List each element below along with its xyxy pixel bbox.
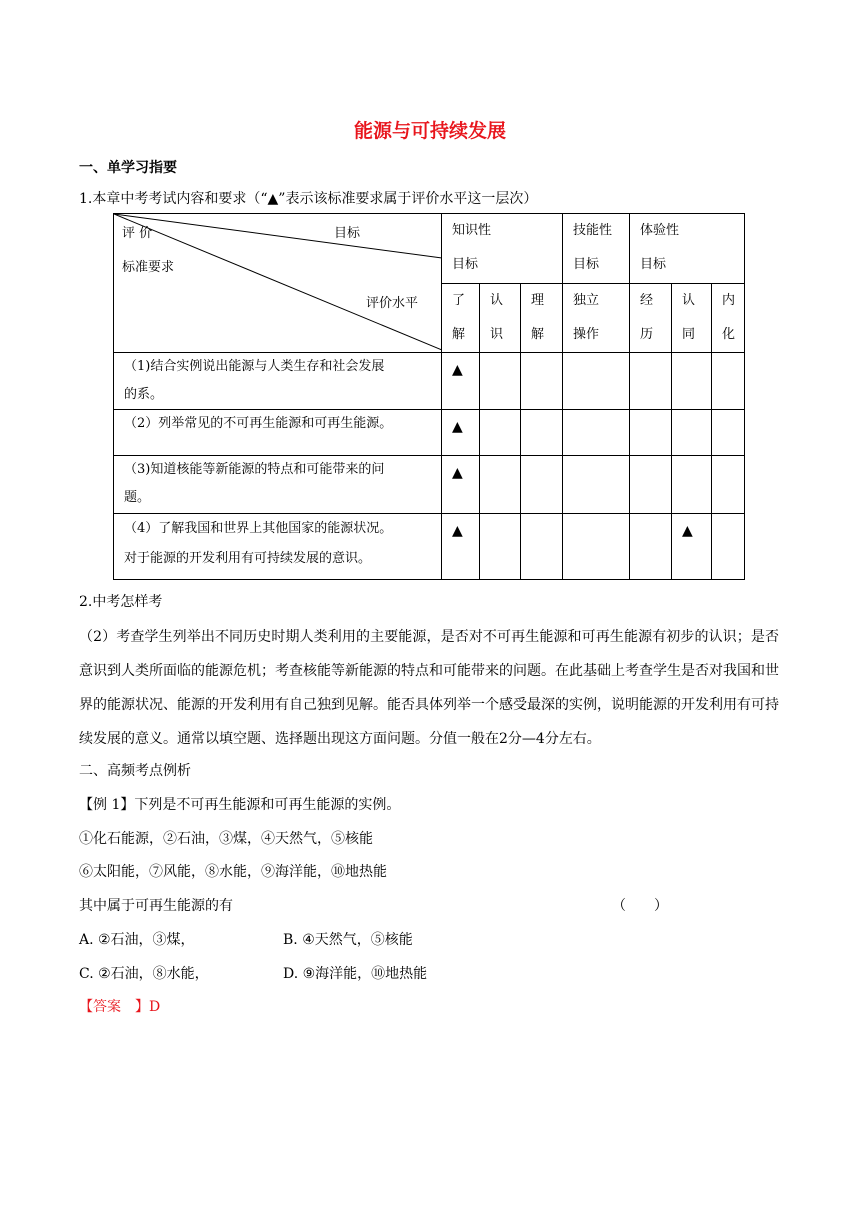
subcol-header (521, 284, 563, 353)
diagonal-header-cell (114, 214, 442, 353)
requirement-text (114, 410, 442, 456)
mark-cell (630, 410, 672, 456)
requirements-intro: 1.本章中考考试内容和要求（“▲”表示该标准要求属于评价水平这一层次） (79, 191, 538, 207)
subcol-header (672, 284, 712, 353)
subcol-header (563, 284, 630, 353)
group-header-experience (630, 214, 745, 284)
subcol-line: 认 (682, 293, 696, 308)
group-line: 体验性 (640, 223, 680, 238)
subcol-line: 操作 (573, 327, 600, 342)
subcol-line: 解 (452, 327, 466, 342)
option-d: D. ⑨海洋能，⑩地热能 (283, 966, 428, 982)
requirement-line: 题。 (124, 490, 151, 505)
mark-cell (712, 514, 745, 580)
diag-label-standard: 标准要求 (122, 260, 175, 275)
option-a: A. ②石油，③煤， (79, 932, 195, 948)
option-c: C. ②石油，⑧水能， (79, 966, 209, 982)
answer-value: 】D (135, 999, 161, 1015)
answer-line (79, 996, 121, 1016)
mark-cell: ▲ (442, 353, 480, 410)
subcol-line: 解 (531, 327, 545, 342)
requirement-text (114, 353, 442, 410)
group-line: 技能性 (573, 223, 613, 238)
mark-cell (480, 353, 521, 410)
group-line: 目标 (640, 257, 667, 272)
group-line: 知识性 (452, 223, 492, 238)
mark-cell (521, 514, 563, 580)
requirement-line: （1)结合实例说出能源与人类生存和社会发展 (124, 359, 385, 374)
mark-cell: ▲ (442, 514, 480, 580)
subcol-header (712, 284, 745, 353)
mark-cell (630, 456, 672, 514)
mark-cell (480, 410, 521, 456)
mark-cell: ▲ (672, 514, 712, 580)
mark-cell (672, 410, 712, 456)
group-header-skill (563, 214, 630, 284)
subcol-header (630, 284, 672, 353)
subcol-line: 同 (682, 327, 696, 342)
mark-cell (712, 353, 745, 410)
example-heading: 【例 1】下列是不可再生能源和可再生能源的实例。 (79, 797, 401, 813)
diag-label-level: 评价水平 (366, 296, 419, 311)
diag-label-evaluation: 评 价 (122, 226, 153, 241)
requirements-table (113, 213, 745, 580)
section-heading-2: 2.中考怎样考 (79, 594, 163, 610)
mark-cell (563, 410, 630, 456)
requirement-line: 对于能源的开发利用有可持续发展的意识。 (124, 551, 372, 566)
subcol-line: 历 (640, 327, 654, 342)
table-row (114, 353, 745, 410)
requirement-line: （3)知道核能等新能源的特点和可能带来的问 (124, 462, 385, 477)
mark-cell (563, 456, 630, 514)
group-line: 目标 (573, 257, 600, 272)
mark-cell (521, 456, 563, 514)
answer-blank: （ ） (612, 898, 668, 914)
subcol-header (442, 284, 480, 353)
question-text: 其中属于可再生能源的有 (79, 898, 233, 914)
subcol-line: 化 (722, 327, 736, 342)
energy-list-1: ①化石能源，②石油，③煤，④天然气，⑤核能 (79, 831, 373, 847)
mark-cell (563, 353, 630, 410)
mark-cell (672, 456, 712, 514)
mark-cell (712, 410, 745, 456)
subcol-line: 认 (490, 293, 504, 308)
subcol-header (480, 284, 521, 353)
mark-cell (480, 514, 521, 580)
answer-label: 【答案 (79, 999, 121, 1015)
group-line: 目标 (452, 257, 479, 272)
table-row (114, 410, 745, 456)
section-heading-1: 一、单学习指要 (79, 160, 177, 176)
subcol-line: 独立 (573, 293, 600, 308)
exam-description: （2）考查学生列举出不同历史时期人类利用的主要能源，是否对不可再生能源和可再生能源有初步的认识；是否意识到人类所面临的能源危机；考查核能等新能源的特点和可能带来的问题。在此基础上考查学生是否对我国和世界的能源状况、能源的开发利用有自己独到见解。能否具体列举一个感受最深的实例，说明能源的开发利用有可持续发展的意义。通常以填空题、选择题出现这方面问题。分值一般在2分—4分左右。 (79, 629, 779, 747)
subcol-line: 理 (531, 293, 545, 308)
mark-cell: ▲ (442, 456, 480, 514)
document-title: 能源与可持续发展 (353, 120, 506, 142)
mark-cell (630, 353, 672, 410)
table-row (114, 456, 745, 514)
mark-cell (630, 514, 672, 580)
energy-list-2: ⑥太阳能，⑦风能，⑧水能，⑨海洋能，⑩地热能 (79, 864, 387, 880)
requirement-line: （2）列举常见的不可再生能源和可再生能源。 (124, 416, 393, 431)
requirement-text (114, 456, 442, 514)
mark-cell (672, 353, 712, 410)
section-heading-3: 二、高频考点例析 (79, 763, 191, 779)
diag-label-target: 目标 (334, 226, 361, 241)
requirement-line: 的系。 (124, 387, 164, 402)
mark-cell (563, 514, 630, 580)
subcol-line: 了 (452, 293, 466, 308)
subcol-line: 内 (722, 293, 736, 308)
mark-cell (712, 456, 745, 514)
option-b: B. ④天然气，⑤核能 (283, 932, 413, 948)
table-row (114, 514, 745, 580)
subcol-line: 识 (490, 327, 504, 342)
mark-cell (480, 456, 521, 514)
group-header-knowledge (442, 214, 563, 284)
mark-cell (521, 353, 563, 410)
mark-cell (521, 410, 563, 456)
requirement-line: （4）了解我国和世界上其他国家的能源状况。 (124, 521, 393, 536)
requirement-text (114, 514, 442, 580)
mark-cell: ▲ (442, 410, 480, 456)
subcol-line: 经 (640, 293, 654, 308)
